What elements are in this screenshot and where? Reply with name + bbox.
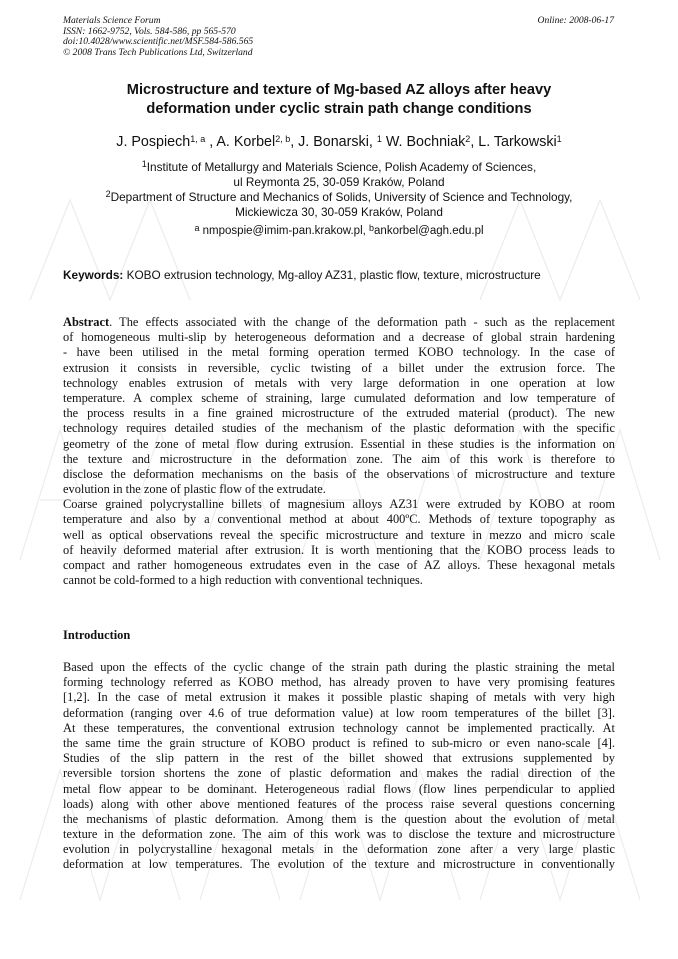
abstract-line: compact and rather homogeneous extrudates even in the case of AZ alloys. These hexagonal metals [63,558,615,572]
abstract-line: cannot be cold-formed to a high reduction with conventional techniques. [63,573,423,588]
email-address: nmpospie@imim-pan.krakow.pl, [199,225,370,237]
affiliation-text: Institute of Metallurgy and Materials Science, Polish Academy of Sciences, [146,160,537,174]
abstract-line: the process results in a fine grained microstructure of the extruded material (product). The new [63,406,615,421]
keywords [63,268,541,283]
abstract-line: Coarse grained polycrystalline billets of magnesium alloys AZ31 were extruded by KOBO at room [63,497,615,512]
paper-title [63,81,615,119]
abstract-line: technology requires detailed studies of the mechanism of the plastic deformation with the specific [63,421,615,436]
affiliations [40,160,638,220]
author-list [40,133,638,152]
journal-doi: doi:10.4028/www.scientific.net/MSF.584-586.565 [63,36,254,48]
intro-line: Studies of the slip pattern in the rest of the billet showed that extrusions supplemented by [63,751,615,766]
online-date: Online: 2008-06-17 [537,15,614,26]
abstract-line: evolution in the zone of plastic flow of the extrudate. [63,482,326,497]
intro-line: deformation (ranging over 4.6 of true deformation value) at low room temperatures of the billet [3]. [63,705,615,720]
author-affiliation-mark: 1 [556,134,562,144]
abstract-line: disclose the deformation mechanisms on the basis of the observations of microstructure and texture [63,466,615,481]
abstract-line: extrusion it consists in reversible, cyclic twisting of a billet under the extrusion force. The [63,360,615,375]
keywords-label: Keywords: [63,268,124,282]
abstract-label: Abstract [63,315,110,329]
title-line: Microstructure and texture of Mg-based AZ alloys after heavy [126,82,552,98]
abstract [63,315,615,588]
title-line: deformation under cyclic strain path change conditions [146,101,532,117]
intro-line: deformation at low temperatures. The evolution of the texture and microstructure in conventionally [63,857,615,872]
keywords-text: KOBO extrusion technology, Mg-alloy AZ31, plastic flow, texture, microstructure [123,268,541,282]
author-affiliation-mark: 1 [376,134,382,144]
intro-line: Based upon the effects of the cyclic change of the strain path during the plastic straining the metal [63,660,615,674]
abstract-line: geometry of the zone of metal flow during extrusion. Essential in these studies is the information on [63,436,615,451]
author-name: W. Bochniak [385,134,466,150]
abstract-line [63,315,615,330]
affiliation-1-address: ul Reymonta 25, 30-059 Kraków, Poland [233,175,445,189]
intro-line: the mechanisms of plastic deformation. Among them is the question about the evolution of metal [63,811,615,826]
author-emails [40,224,638,239]
affiliation-text: Department of Structure and Mechanics of Solids, University of Science and Technology, [110,190,573,204]
abstract-line: well as optical observations reveal the specific microstructure and texture in mezzo and micro scale [63,527,615,542]
author-separator: , [205,134,217,150]
author-affiliation-mark: 1, a [190,134,206,144]
intro-line: forming technology referred as KOBO method, has already proven to have very promising features [63,675,615,690]
author-separator: , [290,134,299,150]
journal-name: Materials Science Forum [63,15,161,26]
intro-line: At these temperatures, the conventional extrusion technology cannot be implemented practically. At [63,720,615,735]
abstract-line: technology enables extrusion of metals with very large deformation in one operation at low [63,375,615,390]
author-affiliation-mark: 2 [465,134,471,144]
journal-issn: ISSN: 1662-9752, Vols. 584-586, pp 565-570 [63,25,236,37]
author-name: J. Bonarski, [298,134,377,150]
email-address: ankorbel@agh.edu.pl [374,225,484,237]
author-name: L. Tarkowski [478,134,557,150]
affiliation-1 [40,160,638,175]
abstract-line: temperature. A complex scheme of straining, large cumulated deformation and low temperature of [63,390,615,405]
journal-info [63,16,253,58]
intro-line: metal flow appear to be dominant. Heterogeneous radial flows (flow lines perpendicular to applied [63,781,615,796]
abstract-text: . The effects associated with the change of the deformation path - such as the replacement [109,315,615,329]
author-name: A. Korbel [216,134,276,150]
intro-line: evolution in polycrystalline hexagonal metals in the deformation zone after a very large plastic [63,842,615,857]
abstract-line: - have been utilised in the metal forming operation termed KOBO technology. In the case of [63,345,615,360]
author-affiliation-mark: 2, b [275,134,291,144]
intro-line: texture in the deformation zone. The aim of this work was to disclose the texture and microstructure [63,827,615,842]
introduction-body [63,660,615,873]
email-mark: a [194,223,200,233]
section-heading-introduction: Introduction [63,628,131,642]
affiliation-2-address: Mickiewicza 30, 30-059 Kraków, Poland [235,205,443,219]
author-name: J. Pospiech [116,134,191,150]
abstract-line: the texture and microstructure in the deformation zone. The aim of this work is therefore to [63,451,615,466]
affiliation-mark: 2 [105,189,111,199]
email-mark: b [369,223,375,233]
affiliation-2 [40,190,638,205]
intro-line: the same time the grain structure of KOBO product is refined to sub-micro or even nano-scale [4]. [63,735,615,750]
abstract-line: of homogeneous multi-slip by heterogeneous deformation and a decrease of global strain hardening [63,330,615,345]
abstract-line: of heavily deformed material after extrusion. It is worth mentioning that the KOBO process leads to [63,542,615,557]
abstract-line: temperature and also by a conventional method at about 400ºC. Methods of texture topography as [63,512,615,527]
intro-line: loads) along with other above mentioned features of the process raise several questions concerning [63,796,615,811]
affiliation-mark: 1 [141,159,147,169]
author-separator: , [470,134,479,150]
journal-copyright: © 2008 Trans Tech Publications Ltd, Switzerland [63,46,253,58]
intro-line: reversible torsion shortens the zone of plastic deformation and makes the radial direction of the [63,766,615,781]
intro-line: [1,2]. In the case of metal extrusion it makes it possible plastic shaping of metals with very high [63,690,615,705]
